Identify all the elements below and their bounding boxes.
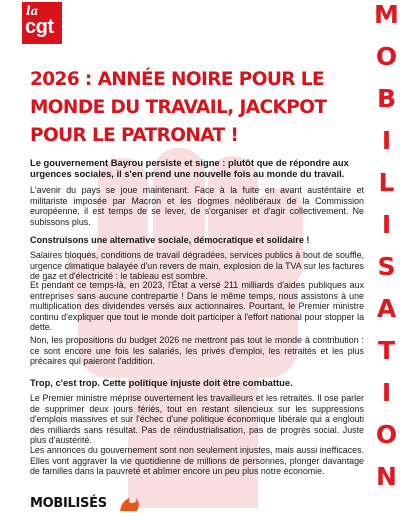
section-heading-injustice: Trop, c'est trop. Cette politique injuste doit être combattue. (30, 377, 293, 388)
section-heading-alternative: Construisons une alternative sociale, démocratique et solidaire ! (30, 235, 310, 245)
side-letter: N (376, 462, 397, 491)
paragraph-future: L'avenir du pays se joue maintenant. Face à la fuite en avant austéritaire et militariste imposée par Macron et les dogmes néolibéraux de la Commission européenne, il est temps de se lever, de s'organiser et d'agir collectivement. Ne subissons plus. (30, 185, 364, 227)
paragraph-prime-minister: Le Premier ministre méprise ouvertement les travailleurs et les retraités. Il ose parler de supprimer deux jours fériés, tout en restant silencieux sur les suppressions d'emplois massives et sur l'échec d'une politique économique libérale qui a englouti des milliards sans résultat. Pas de réindustrialisation, pas de progrès social. Juste plus d'austérité. (30, 393, 364, 446)
paragraph-budget: Non, les propositions du budget 2026 ne mettront pas tout le monde à contribution : ce sont encore une fois les salariés, les privés d'emploi, les retraités et les plus précaires qui paieront l'addition. (30, 335, 364, 367)
side-letter: L (378, 168, 395, 197)
cgt-logo (22, 2, 62, 44)
side-letter: M (374, 0, 399, 29)
paragraph-salaries: Salaires bloqués, conditions de travail dégradées, services publics à bout de souffle, urgence climatique balayée d'un revers de main, explosion de la TVA sur les factures de gaz et d'électricité : le tableau est sombre. (30, 250, 364, 282)
logo-cgt-text: cgt (25, 16, 54, 38)
side-letter: B (376, 84, 397, 113)
side-letter: O (375, 420, 398, 449)
side-letter: I (381, 126, 392, 155)
paragraph-announcements: Les annonces du gouvernement sont non seulement injustes, mais aussi inefficaces. Elles vont aggraver la vie quotidienne de millions de personnes, plonger davantage de familles dans la pauvreté et abîmer encore un peu plus notre économie. (30, 445, 364, 477)
side-letter: I (381, 378, 392, 407)
logo-la-text: la (26, 4, 39, 18)
page-title: 2026 : ANNÉE NOIRE POUR LE MONDE DU TRAVAIL, JACKPOT POUR LE PATRONAT ! (30, 69, 327, 146)
mobilisation-vertical-word (373, 0, 400, 516)
footer-mobilises: MOBILISÉS (30, 496, 107, 511)
side-letter: T (377, 336, 396, 365)
side-letter: O (375, 42, 398, 71)
side-letter: A (376, 294, 397, 323)
intro-paragraph: Le gouvernement Bayrou persiste et signe : plutôt que de répondre aux urgences sociales, il s'en prend une nouvelle fois au monde du travail. (30, 157, 349, 179)
paragraph-public-aid: Et pendant ce temps-là, en 2023, l'État a versé 211 milliards d'aides publiques aux entreprises sans aucune contrepartie ! Dans le même temps, nous assistons à une multiplication des dividendes versés aux actionnaires. Pourtant, le Premier ministre continu d'expliquer que tout le monde doit participer à l'effort national pour stopper la dette. (30, 280, 364, 333)
side-letter: S (377, 252, 396, 281)
flame-icon (118, 496, 140, 512)
side-letter: I (381, 210, 392, 239)
